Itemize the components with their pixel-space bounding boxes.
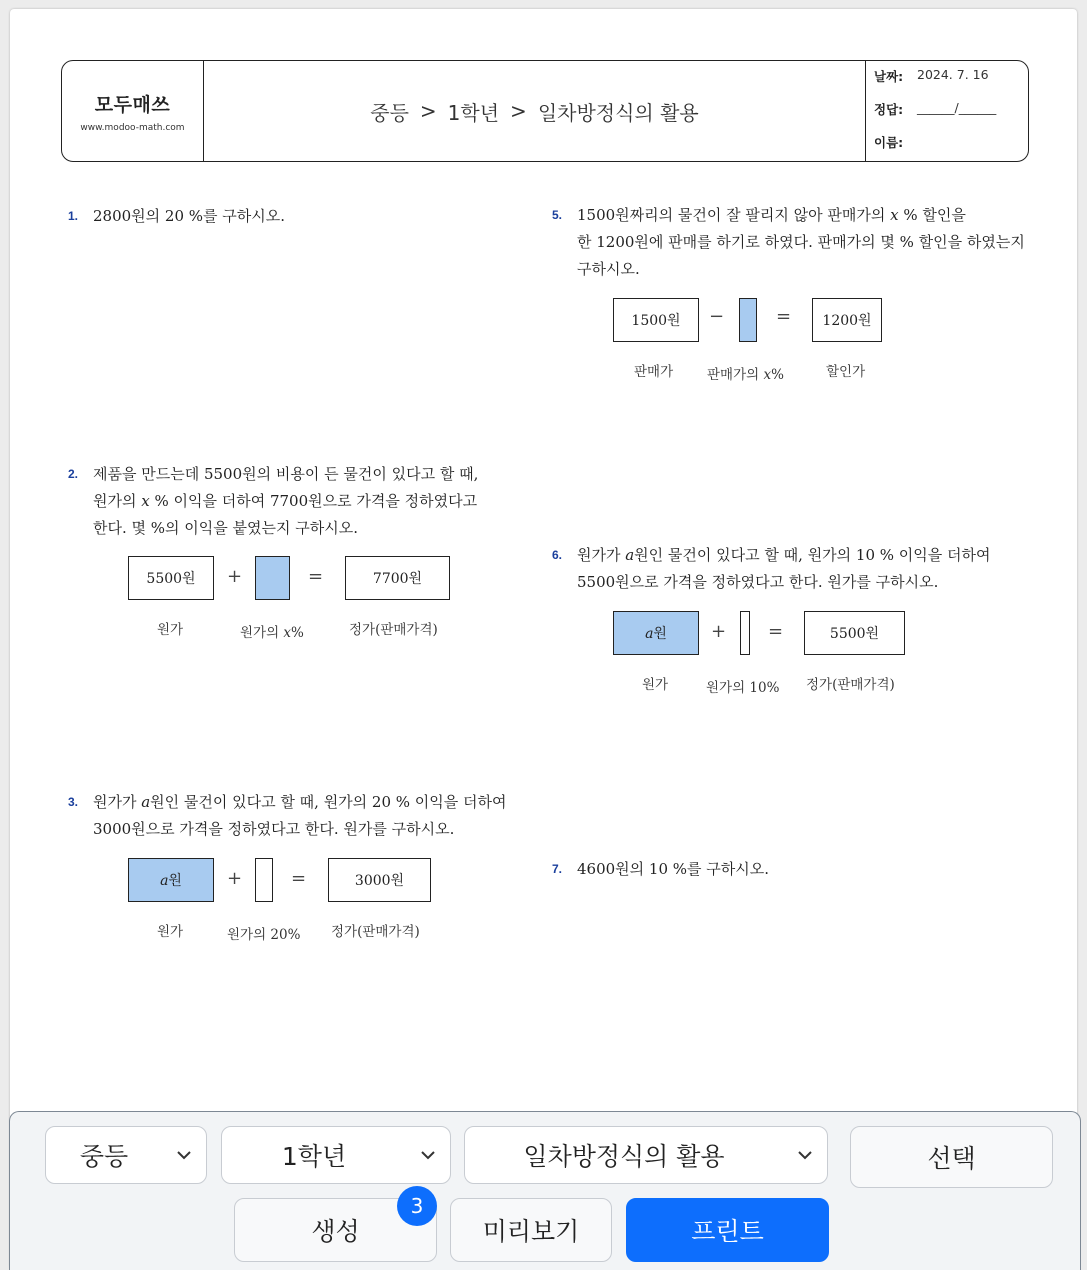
equation-label: 판매가의 𝑥% (707, 367, 784, 383)
brand-logo (62, 61, 204, 161)
plus-sign: + (711, 621, 727, 642)
print-button[interactable]: 프린트 (626, 1198, 829, 1262)
problem-6 (552, 542, 1042, 596)
brand-name: 모두매쓰 (94, 93, 171, 116)
problem-number: 7. (552, 862, 563, 876)
problem-5 (552, 202, 1042, 283)
meta-info (866, 61, 1028, 161)
topic-select[interactable] (464, 1126, 828, 1184)
problem-number: 6. (552, 548, 563, 562)
minus-sign: − (709, 306, 725, 327)
equation-box-unknown (255, 858, 273, 902)
problem-text: 원가가 𝑎원인 물건이 있다고 할 때, 원가의 10 % 이익을 더하여 (577, 546, 991, 564)
preview-button[interactable]: 미리보기 (450, 1198, 612, 1262)
equation-label: 정가(판매가격) (331, 924, 420, 940)
problem-text: 한 1200원에 판매를 하기로 하였다. 판매가의 몇 % 할인을 하였는지 (577, 233, 1025, 251)
equation-box-unknown (740, 611, 750, 655)
date-label: 날짜: (874, 69, 904, 84)
breadcrumb (204, 61, 866, 161)
equation-box-sale: 1200원 (812, 298, 882, 342)
select-button[interactable]: 선택 (850, 1126, 1053, 1188)
problem-text: 3000원으로 가격을 정하였다고 한다. 원가를 구하시오. (93, 820, 455, 838)
problem-number: 1. (68, 209, 79, 223)
breadcrumb-topic: 일차방정식의 활용 (537, 100, 699, 125)
answer-label: 정답: (874, 102, 904, 117)
problem-text: 4600원의 10 %를 구하시오. (577, 860, 770, 878)
problem-text: 한다. 몇 %의 이익을 붙였는지 구하시오. (93, 519, 358, 537)
problem-text: 원가의 𝑥 % 이익을 더하여 7700원으로 가격을 정하였다고 (93, 492, 478, 510)
chevron-down-icon (783, 1150, 827, 1160)
worksheet-header (61, 60, 1029, 162)
breadcrumb-level: 중등 (370, 100, 409, 125)
equation-label: 정가(판매가격) (349, 622, 438, 638)
problem-text: 2800원의 20 %를 구하시오. (93, 207, 286, 225)
problem-text: 1500원짜리의 물건이 잘 팔리지 않아 판매가의 𝑥 % 할인을 (577, 206, 966, 224)
problem-number: 2. (68, 467, 79, 481)
problem-number: 5. (552, 208, 563, 222)
equals-sign: = (768, 621, 784, 642)
generate-button[interactable]: 생성 (234, 1198, 437, 1262)
equation-box-unknown (255, 556, 290, 600)
problem-2 (68, 461, 528, 542)
chevron-down-icon (162, 1150, 206, 1160)
equals-sign: = (308, 566, 324, 587)
problem-7 (552, 856, 1042, 883)
equation-box-cost: 𝑎원 (613, 611, 699, 655)
problem-text: 구하시오. (577, 260, 640, 278)
grade-select[interactable] (221, 1126, 451, 1184)
generate-count-badge: 3 (397, 1186, 437, 1226)
breadcrumb-grade: 1학년 (447, 100, 500, 125)
worksheet-page (10, 9, 1077, 1270)
name-label: 이름: (874, 135, 904, 150)
equation-label: 판매가 (634, 364, 674, 380)
answer-value: ______/______ (917, 100, 997, 115)
equals-sign: = (291, 868, 307, 889)
equation-box-unknown (739, 298, 757, 342)
problem-text: 5500원으로 가격을 정하였다고 한다. 원가를 구하시오. (577, 573, 939, 591)
level-select[interactable] (45, 1126, 207, 1184)
equation-box-price: 7700원 (345, 556, 450, 600)
breadcrumb-sep: > (510, 99, 527, 123)
topic-select-value: 일차방정식의 활용 (523, 1142, 725, 1171)
equation-label: 정가(판매가격) (806, 677, 895, 693)
problem-text: 원가가 𝑎원인 물건이 있다고 할 때, 원가의 20 % 이익을 더하여 (93, 793, 507, 811)
grade-select-value: 1학년 (281, 1142, 347, 1171)
equation-label: 할인가 (826, 364, 866, 380)
equation-box-cost: 5500원 (128, 556, 214, 600)
problem-text: 제품을 만드는데 5500원의 비용이 든 물건이 있다고 할 때, (93, 465, 479, 483)
equation-label: 원가의 𝑥% (240, 625, 304, 641)
problem-3 (68, 789, 538, 843)
equation-box-price: 3000원 (328, 858, 431, 902)
equation-box-cost: 𝑎원 (128, 858, 214, 902)
date-value: 2024. 7. 16 (917, 67, 989, 82)
problem-1 (68, 203, 528, 230)
chevron-down-icon (406, 1150, 450, 1160)
problem-number: 3. (68, 795, 79, 809)
equation-label: 원가의 10% (706, 680, 780, 696)
plus-sign: + (227, 566, 243, 587)
plus-sign: + (227, 868, 243, 889)
level-select-value: 중등 (79, 1142, 129, 1171)
equation-label: 원가 (642, 677, 669, 693)
brand-url: www.modoo-math.com (80, 122, 185, 133)
equation-box-price: 1500원 (613, 298, 699, 342)
equation-label: 원가 (157, 622, 184, 638)
equation-label: 원가의 20% (227, 927, 301, 943)
equation-box-price: 5500원 (804, 611, 905, 655)
equals-sign: = (776, 306, 792, 327)
breadcrumb-sep: > (419, 99, 437, 123)
equation-label: 원가 (157, 924, 184, 940)
